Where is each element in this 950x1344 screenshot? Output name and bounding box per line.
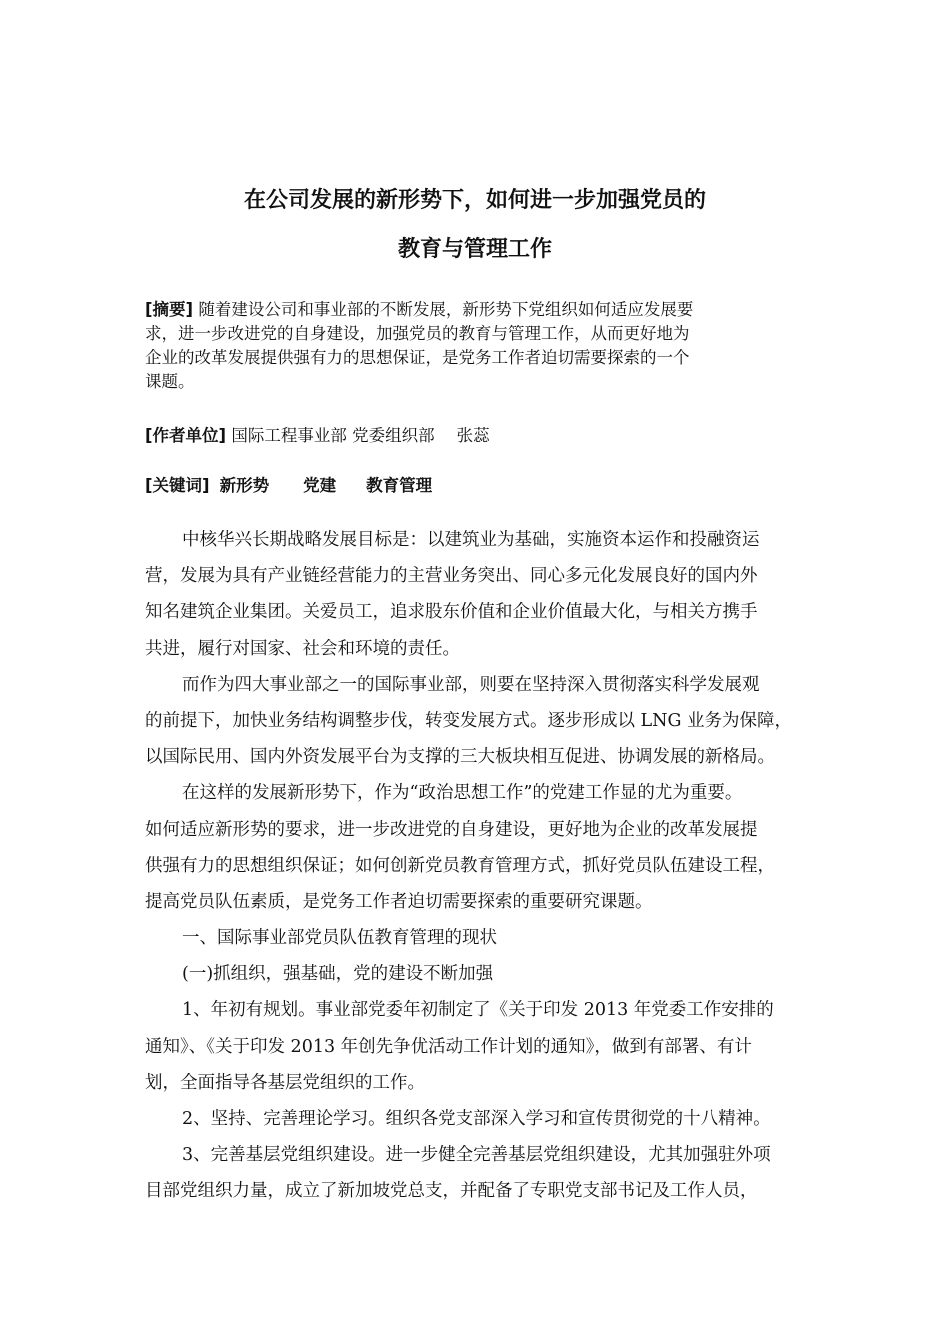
body-line: 1、年初有规划。事业部党委年初制定了《关于印发 2013 年党委工作安排的 bbox=[182, 1000, 774, 1021]
abstract-line bbox=[145, 298, 805, 322]
body-line: 3、完善基层党组织建设。进一步健全完善基层党组织建设，尤其加强驻外项 bbox=[182, 1145, 771, 1166]
body-line: 如何适应新形势的要求，进一步改进党的自身建设，更好地为企业的改革发展提 bbox=[145, 819, 758, 840]
body-line: 在这样的发展新形势下，作为“政治思想工作”的党建工作显的尤为重要。 bbox=[182, 783, 743, 804]
body-text bbox=[145, 522, 830, 1210]
body-line: 以国际民用、国内外资发展平台为支撑的三大板块相互促进、协调发展的新格局。 bbox=[145, 747, 775, 768]
subsection-heading: (一)抓组织，强基础，党的建设不断加强 bbox=[182, 964, 494, 985]
body-line: 的前提下，加快业务结构调整步伐，转变发展方式。逐步形成以 LNG 业务为保障， bbox=[145, 710, 793, 731]
abstract-line: 企业的改革发展提供强有力的思想保证，是党务工作者迫切需要探索的一个 bbox=[145, 348, 690, 367]
body-line: 通知》、《关于印发 2013 年创先争优活动工作计划的通知》，做到有部署、有计 bbox=[145, 1036, 752, 1057]
body-line: 中核华兴长期战略发展目标是：以建筑业为基础，实施资本运作和投融资运 bbox=[182, 530, 760, 550]
body-line: 提高党员队伍素质，是党务工作者迫切需要探索的重要研究课题。 bbox=[145, 891, 653, 912]
keyword: 新形势 bbox=[219, 476, 270, 495]
body-line: 目部党组织力量，成立了新加坡党总支，并配备了专职党支部书记及工作人员， bbox=[145, 1181, 758, 1202]
author-affiliation bbox=[145, 424, 490, 448]
keywords bbox=[145, 474, 432, 498]
keywords-label: [关键词] bbox=[145, 476, 210, 495]
body-line: 知名建筑企业集团。关爱员工，追求股东价值和企业价值最大化，与相关方携手 bbox=[145, 602, 758, 623]
abstract-block bbox=[145, 298, 805, 394]
abstract-line: 求，进一步改进党的自身建设，加强党员的教育与管理工作，从而更好地为 bbox=[145, 324, 690, 343]
body-line: 共进，履行对国家、社会和环境的责任。 bbox=[145, 638, 460, 659]
abstract-text: 随着建设公司和事业部的不断发展，新形势下党组织如何适应发展要 bbox=[193, 300, 694, 319]
document-title-line-2: 教育与管理工作 bbox=[397, 237, 552, 262]
body-line: 营，发展为具有产业链经营能力的主营业务突出、同心多元化发展良好的国内外 bbox=[145, 566, 758, 587]
body-line: 划，全面指导各基层党组织的工作。 bbox=[145, 1072, 425, 1093]
section-heading: 一、国际事业部党员队伍教育管理的现状 bbox=[182, 928, 497, 949]
document-title-line-1: 在公司发展的新形势下，如何进一步加强党员的 bbox=[243, 188, 706, 213]
author-name: 张蕊 bbox=[456, 426, 490, 445]
keyword: 教育管理 bbox=[366, 476, 433, 495]
body-line: 而作为四大事业部之一的国际事业部，则要在坚持深入贯彻落实科学发展观 bbox=[182, 674, 760, 695]
abstract-label: [摘要] bbox=[145, 300, 194, 319]
body-line: 供强有力的思想组织保证；如何创新党员教育管理方式，抓好党员队伍建设工程， bbox=[145, 855, 775, 876]
abstract-line: 课题。 bbox=[145, 372, 195, 391]
author-label: [作者单位] bbox=[145, 426, 227, 445]
body-line: 2、坚持、完善理论学习。组织各党支部深入学习和宣传贯彻党的十八精神。 bbox=[182, 1109, 771, 1129]
keyword: 党建 bbox=[303, 476, 337, 495]
author-department: 国际工程事业部 党委组织部 bbox=[226, 426, 435, 445]
